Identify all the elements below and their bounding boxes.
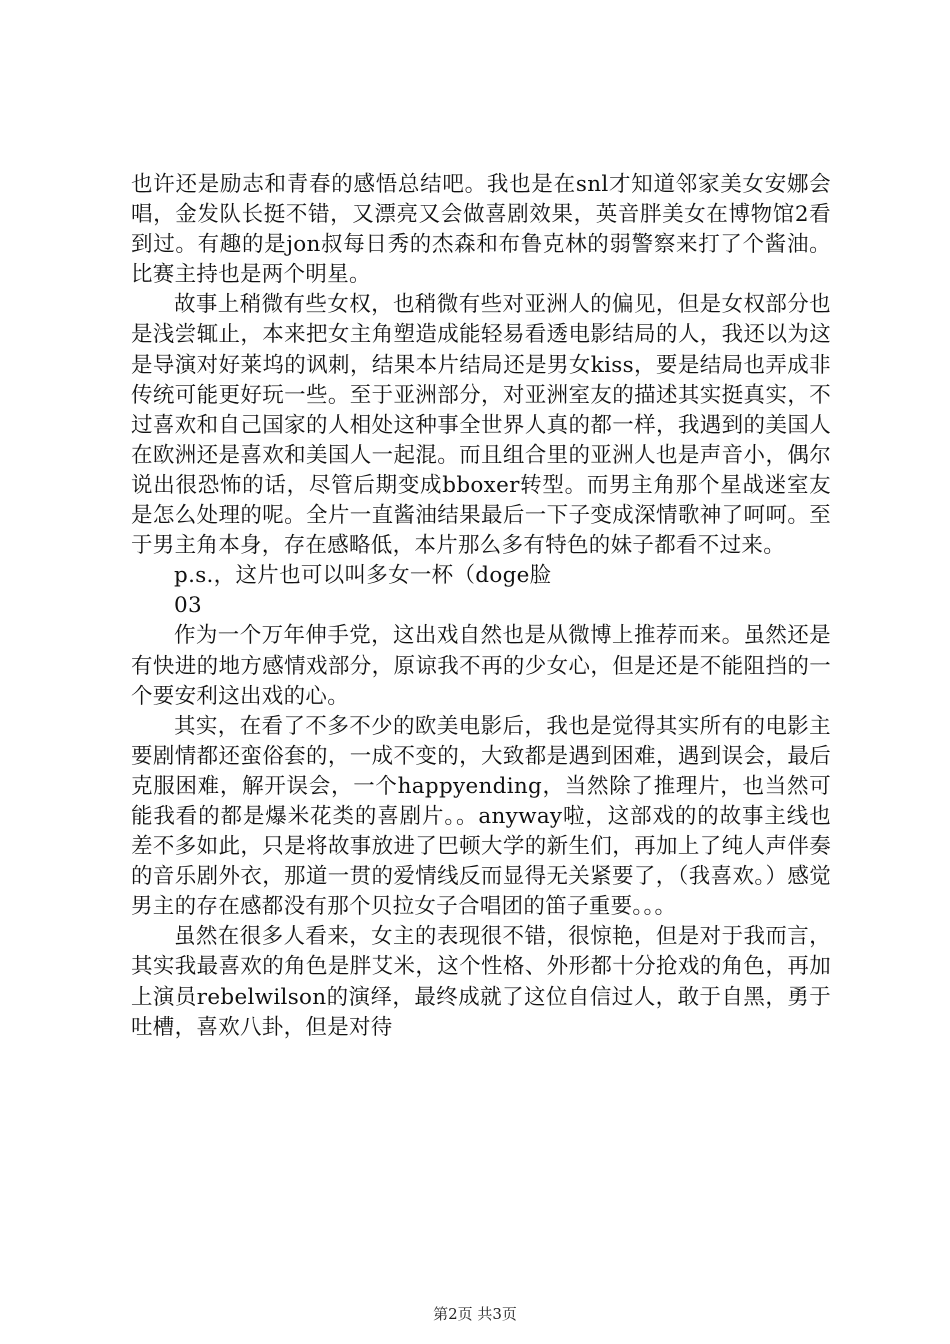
page-footer: 第2页 共3页 [433,1305,517,1323]
paragraph-1: 也许还是励志和青春的感悟总结吧。我也是在snl才知道邻家美女安娜会唱，金发队长挺不错，又漂亮又会做喜剧效果，英音胖美女在博物馆2看到过。有趣的是jon叔每日秀的杰森和布鲁克林的弱警察来打了个酱油。比赛主持也是两个明星。 [131,172,831,288]
paragraph-2: 故事上稍微有些女权，也稍微有些对亚洲人的偏见，但是女权部分也是浅尝辄止，本来把女主角塑造成能轻易看透电影结局的人，我还以为这是导演对好莱坞的讽刺，结果本片结局还是男女kiss，要是结局也弄成非传统可能更好玩一些。至于亚洲部分，对亚洲室友的描述其实挺真实，不过喜欢和自己国家的人相处这种事全世界人真的都一样，我遇到的美国人在欧洲还是喜欢和美国人一起混。而且组合里的亚洲人也是声音小，偶尔说出很恐怖的话，尽管后期变成bboxer转型。而男主角那个星战迷室友是怎么处理的呢。全片一直酱油结果最后一下子变成深情歌神了呵呵。至于男主角本身，存在感略低，本片那么多有特色的妹子都看不过来。 [131,292,831,559]
section-number: 03 [174,593,202,619]
paragraph-5: 虽然在很多人看来，女主的表现很不错，很惊艳，但是对于我而言，其实我最喜欢的角色是胖艾米，这个性格、外形都十分抢戏的角色，再加上演员rebelwilson的演绎，最终成就了这位自信过人，敢于自黑，勇于吐槽，喜欢八卦，但是对待 [131,924,831,1040]
article-body [131,170,831,1043]
paragraph-3: 作为一个万年伸手党，这出戏自然也是从微博上推荐而来。虽然还是有快进的地方感情戏部分，原谅我不再的少女心，但是还是不能阻挡的一个要安利这出戏的心。 [131,623,831,709]
paragraph-4: 其实，在看了不多不少的欧美电影后，我也是觉得其实所有的电影主要剧情都还蛮俗套的，一成不变的，大致都是遇到困难，遇到误会，最后克服困难，解开误会，一个happyending，当然除了推理片，也当然可能我看的都是爆米花类的喜剧片。。anyway啦，这部戏的的故事主线也差不多如此，只是将故事放进了巴顿大学的新生们，再加上了纯人声伴奏的音乐剧外衣，那道一贯的爱情线反而显得无关紧要了，（我喜欢。）感觉男主的存在感都没有那个贝拉女子合唱团的笛子重要。。。 [131,713,831,920]
paragraph-ps: p.s.，这片也可以叫多女一杯（doge脸 [174,563,552,589]
